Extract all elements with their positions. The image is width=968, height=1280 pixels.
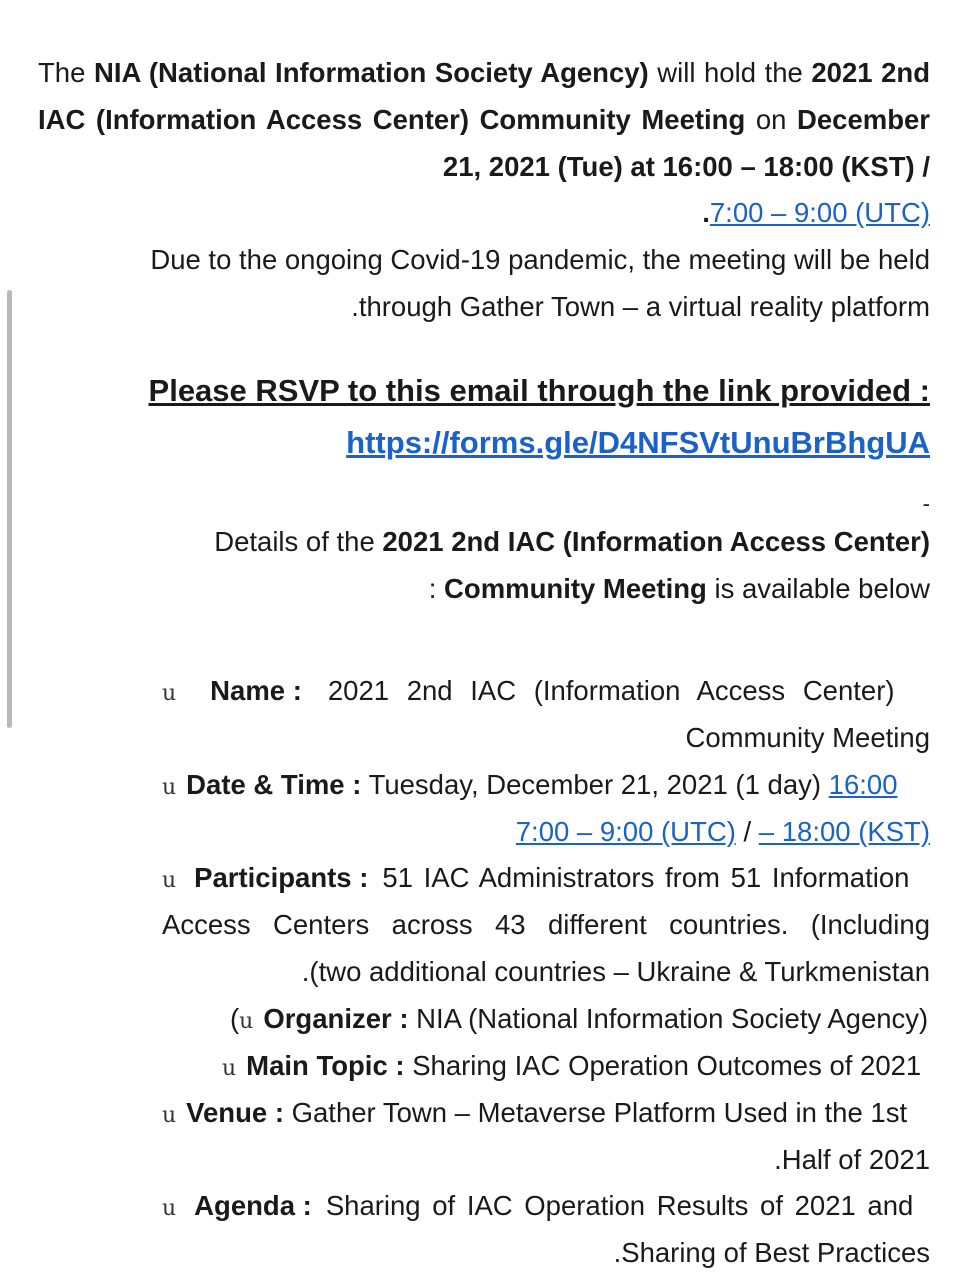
rsvp-form-link[interactable]: https://forms.gle/D4NFSVtUnuBrBhgUA	[346, 424, 930, 460]
details-colon: :	[428, 572, 437, 604]
event-title: 2021 2nd IAC (Information Access Center) Community Meeting	[38, 57, 930, 135]
intro-text: The	[38, 57, 86, 88]
utc-range-link[interactable]: 7:00 – 9:00 (UTC)	[515, 816, 736, 847]
name-value: 2021 2nd IAC (Information Access Center)	[327, 675, 895, 706]
datetime-label: Date & Time :	[186, 769, 362, 800]
utc-line	[38, 190, 930, 237]
participants-value-2: Access Centers across 43 different countries. (Including	[162, 909, 930, 940]
rsvp-heading: Please RSVP to this email through the link provided :	[148, 372, 930, 408]
email-body	[38, 50, 930, 612]
topic-label: Main Topic :	[246, 1050, 405, 1081]
bullet-icon: u	[162, 868, 177, 893]
org-name: NIA (National Information Society Agency)	[93, 57, 649, 88]
participants-value: 51 IAC Administrators from 51 Information	[382, 862, 910, 893]
organizer-value: NIA (National Information Society Agency)	[416, 1003, 929, 1034]
scrollbar[interactable]	[7, 290, 12, 728]
details-line-1	[38, 519, 930, 566]
list-item-organizer	[230, 996, 928, 1046]
kst-end-link[interactable]: – 18:00 (KST)	[758, 816, 930, 847]
list-item-venue	[162, 1090, 907, 1140]
kst-start-link[interactable]: 16:00	[828, 769, 898, 800]
details-line-2	[38, 566, 930, 613]
event-date-kst: December 21, 2021 (Tue) at 16:00 – 18:00 (KST) /	[442, 103, 930, 182]
details-title: 2021 2nd IAC (Information Access Center)	[382, 525, 930, 557]
organizer-paren: (	[230, 1003, 240, 1034]
dash-mark: -	[922, 490, 930, 516]
agenda-value: Sharing of IAC Operation Results of 2021 and	[325, 1190, 914, 1221]
participants-value-3: .(two additional countries – Ukraine & Turkmenistan	[301, 956, 930, 987]
details-text: Details of the	[214, 525, 375, 557]
agenda-label: Agenda :	[194, 1190, 312, 1221]
agenda-value-2: .Sharing of Best Practices	[613, 1237, 930, 1268]
details-title-2: Community Meeting	[444, 572, 707, 604]
list-item-participants	[162, 855, 909, 905]
bullet-icon: u	[222, 1056, 237, 1081]
bullet-icon: u	[239, 1009, 254, 1034]
details-text-2: is available below	[714, 572, 930, 604]
covid-line-2: .through Gather Town – a virtual reality platform	[351, 290, 930, 322]
datetime-line-2	[516, 809, 930, 856]
venue-label: Venue :	[186, 1097, 284, 1128]
covid-line-1: Due to the ongoing Covid-19 pandemic, the meeting will be held	[150, 244, 930, 276]
name-value-2: Community Meeting	[685, 722, 930, 753]
utc-time-link[interactable]: 7:00 – 9:00 (UTC)	[709, 197, 930, 229]
participants-label: Participants :	[194, 862, 369, 893]
bullet-icon: u	[162, 1196, 177, 1221]
intro-text-2: will hold the	[657, 57, 803, 88]
intro-text-3: on	[755, 103, 787, 135]
topic-value: Sharing IAC Operation Outcomes of 2021	[412, 1050, 922, 1081]
list-item-name	[162, 668, 895, 718]
list-item-datetime	[162, 762, 898, 812]
list-item-agenda	[162, 1183, 913, 1233]
bullet-icon: u	[162, 681, 177, 706]
venue-value: Gather Town – Metaverse Platform Used in the 1st	[291, 1097, 908, 1128]
datetime-value: Tuesday, December 21, 2021 (1 day)	[368, 769, 822, 800]
period: .	[702, 197, 710, 229]
organizer-label: Organizer :	[263, 1003, 409, 1034]
bullet-icon: u	[162, 775, 177, 800]
separator: /	[743, 816, 752, 847]
intro-paragraph	[38, 50, 930, 190]
name-label: Name :	[210, 675, 302, 706]
venue-value-2: .Half of 2021	[774, 1144, 930, 1175]
list-item-topic	[222, 1043, 921, 1093]
bullet-icon: u	[162, 1103, 177, 1128]
